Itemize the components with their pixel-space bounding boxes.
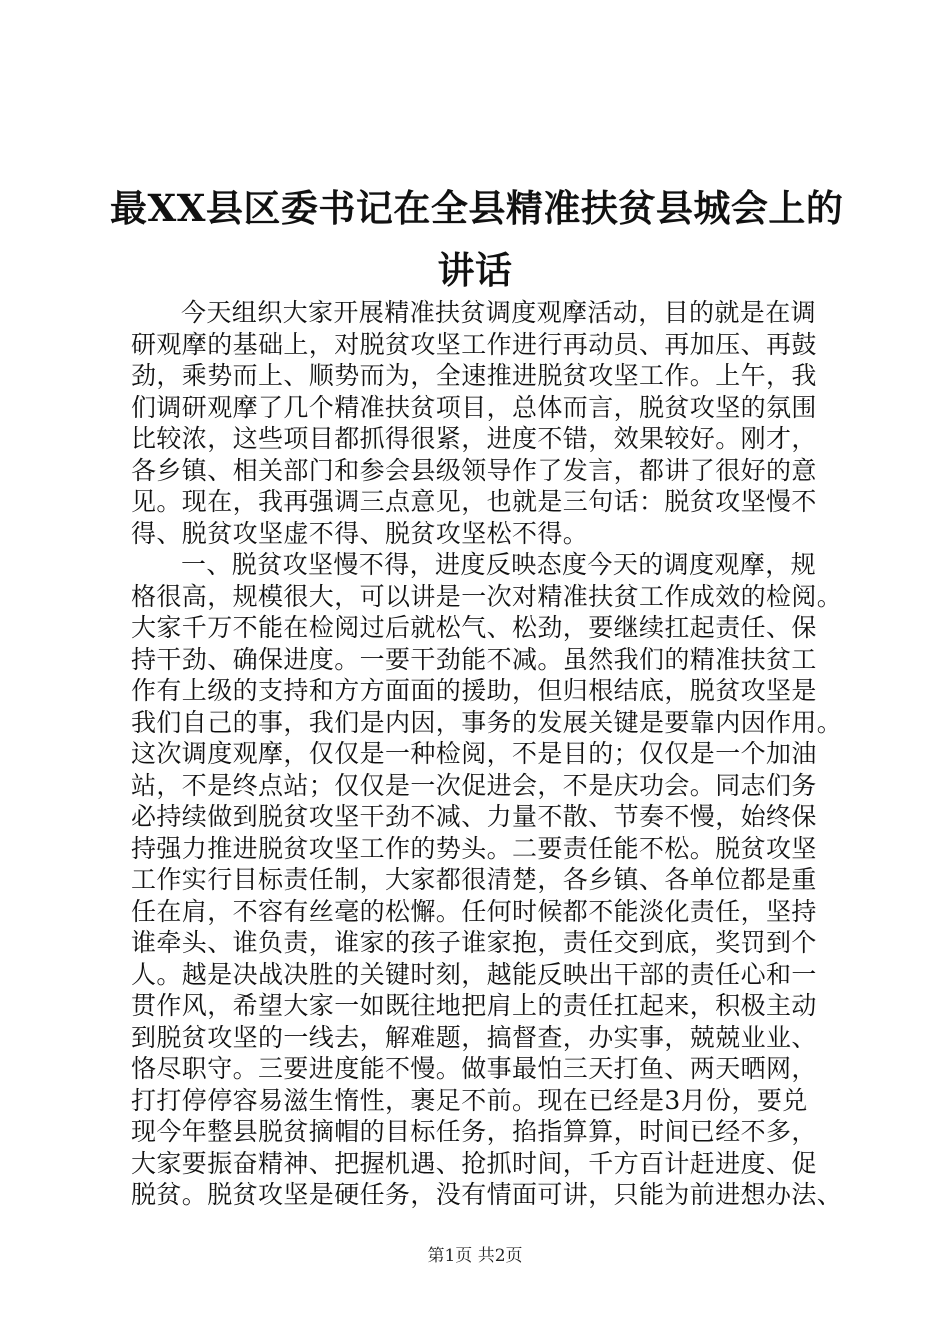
paragraph-line: 工作实行目标责任制，大家都很清楚，各乡镇、各单位都是重 <box>131 865 817 894</box>
paragraph-line: 持强力推进脱贫攻坚工作的势头。二要责任能不松。脱贫攻坚 <box>131 833 817 863</box>
document-body <box>131 297 843 1211</box>
paragraph-line: 必持续做到脱贫攻坚干劲不减、力量不散、节奏不慢，始终保 <box>131 802 817 831</box>
paragraph-line: 见。现在，我再强调三点意见，也就是三句话：脱贫攻坚慢不 <box>131 487 817 516</box>
page-footer: 第1页 共2页 <box>427 1246 523 1266</box>
paragraph-line: 得、脱贫攻坚虚不得、脱贫攻坚松不得。 <box>131 518 589 548</box>
paragraph-line: 劲，乘势而上、顺势而为，全速推进脱贫攻坚工作。上午，我 <box>131 361 817 390</box>
document-title-line-2: 讲话 <box>437 248 513 292</box>
paragraph-line: 们调研观摩了几个精准扶贫项目，总体而言，脱贫攻坚的氛围 <box>131 392 817 422</box>
paragraph-line: 各乡镇、相关部门和参会县级领导作了发言，都讲了很好的意 <box>131 455 817 485</box>
paragraph-line: 大家要振奋精神、把握机遇、抢抓时间，千方百计赶进度、促 <box>131 1148 817 1178</box>
paragraph-line: 人。越是决战决胜的关键时刻，越能反映出干部的责任心和一 <box>131 959 817 989</box>
paragraph-line: 大家千万不能在检阅过后就松气、松劲，要继续扛起责任、保 <box>131 613 817 642</box>
paragraph-line: 作有上级的支持和方方面面的援助，但归根结底，脱贫攻坚是 <box>131 676 817 705</box>
paragraph-line: 站，不是终点站；仅仅是一次促进会，不是庆功会。同志们务 <box>131 770 817 800</box>
paragraph-line: 任在肩，不容有丝毫的松懈。任何时候都不能淡化责任，坚持 <box>131 896 817 926</box>
paragraph-line: 研观摩的基础上，对脱贫攻坚工作进行再动员、再加压、再鼓 <box>131 329 817 359</box>
paragraph-line: 今天组织大家开展精准扶贫调度观摩活动，目的就是在调 <box>181 298 817 327</box>
paragraph-line: 一、脱贫攻坚慢不得，进度反映态度今天的调度观摩，规 <box>181 550 817 579</box>
paragraph-line: 比较浓，这些项目都抓得很紧，进度不错，效果较好。刚才， <box>131 424 817 453</box>
paragraph-line: 格很高，规模很大，可以讲是一次对精准扶贫工作成效的检阅。 <box>131 581 843 611</box>
paragraph-line: 恪尽职守。三要进度能不慢。做事最怕三天打鱼、两天晒网， <box>131 1054 817 1083</box>
paragraph-line: 打打停停容易滋生惰性，裹足不前。现在已经是3月份，要兑 <box>131 1085 808 1115</box>
paragraph-line: 我们自己的事，我们是内因，事务的发展关键是要靠内因作用。 <box>131 707 843 737</box>
paragraph-line: 这次调度观摩，仅仅是一种检阅，不是目的；仅仅是一个加油 <box>131 739 817 768</box>
paragraph-line: 到脱贫攻坚的一线去，解难题，搞督查，办实事，兢兢业业、 <box>131 1022 817 1052</box>
paragraph-line: 脱贫。脱贫攻坚是硬任务，没有情面可讲，只能为前进想办法、 <box>131 1180 843 1209</box>
paragraph-line: 持干劲、确保进度。一要干劲能不减。虽然我们的精准扶贫工 <box>131 644 817 674</box>
document-title-line-1: 最XX县区委书记在全县精准扶贫县城会上的 <box>110 186 844 230</box>
paragraph-line: 现今年整县脱贫摘帽的目标任务，掐指算算，时间已经不多， <box>131 1117 817 1146</box>
paragraph-line: 谁牵头、谁负责，谁家的孩子谁家抱，责任交到底，奖罚到个 <box>131 928 817 957</box>
paragraph-line: 贯作风，希望大家一如既往地把肩上的责任扛起来，积极主动 <box>131 991 817 1020</box>
